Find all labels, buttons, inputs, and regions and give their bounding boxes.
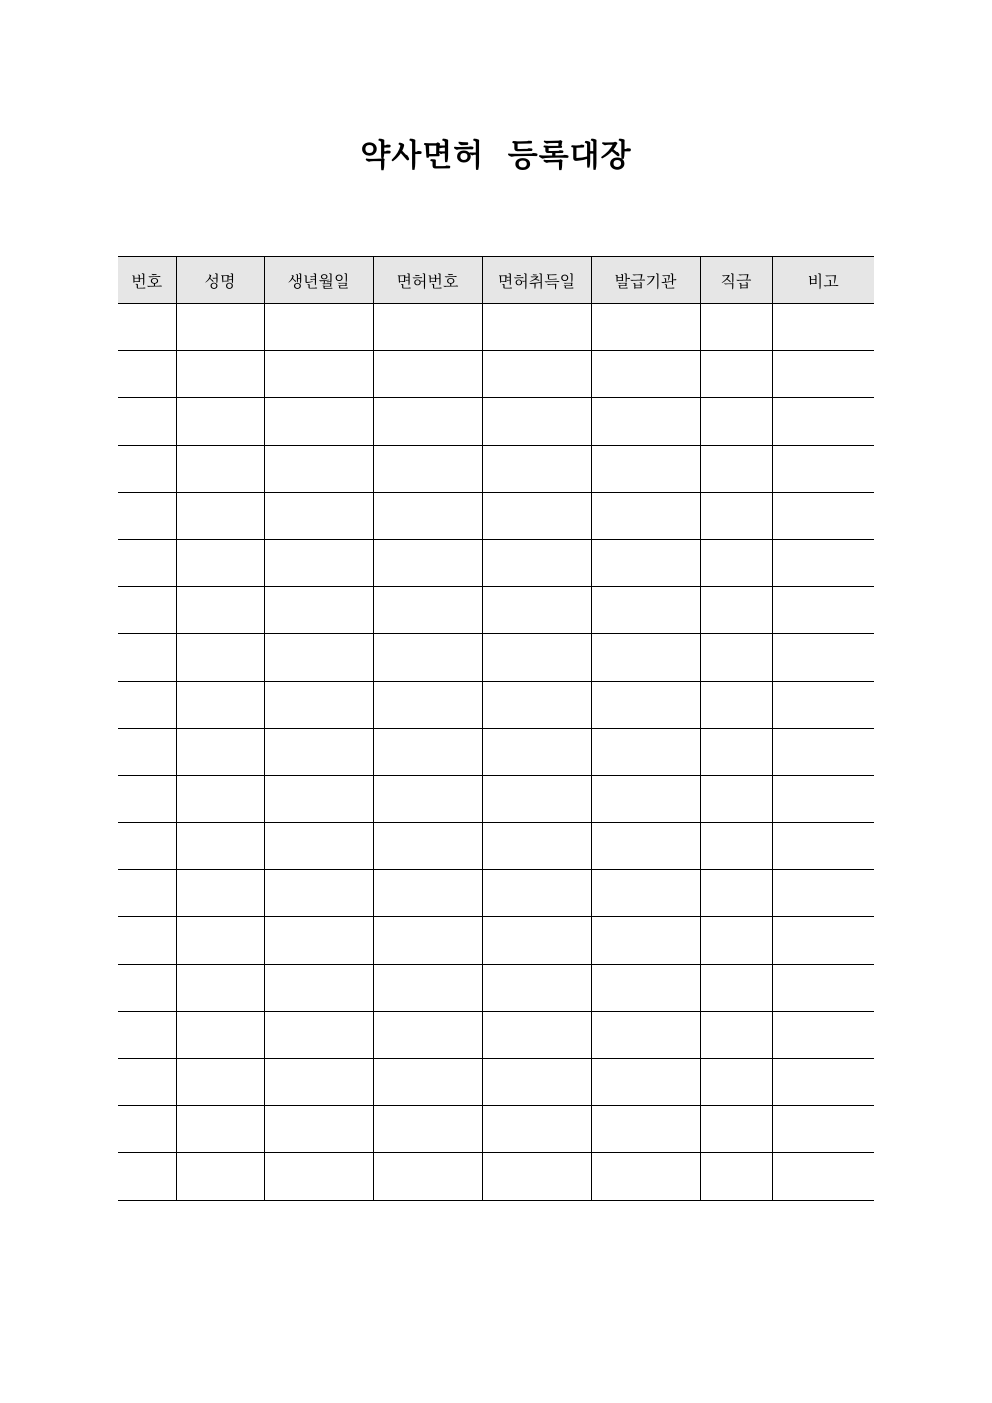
table-cell[interactable] <box>176 492 264 539</box>
table-cell[interactable] <box>176 728 264 775</box>
table-cell[interactable] <box>264 634 373 681</box>
table-cell[interactable] <box>118 823 176 870</box>
table-cell[interactable] <box>118 728 176 775</box>
table-cell[interactable] <box>176 1011 264 1058</box>
table-row <box>118 775 874 822</box>
table-row <box>118 964 874 1011</box>
table-cell[interactable] <box>176 398 264 445</box>
table-cell[interactable] <box>176 634 264 681</box>
table-row <box>118 1011 874 1058</box>
table-cell[interactable] <box>264 1106 373 1153</box>
table-cell[interactable] <box>591 304 700 351</box>
table-cell[interactable] <box>700 1011 772 1058</box>
table-row <box>118 398 874 445</box>
table-cell[interactable] <box>772 1106 874 1153</box>
table-cell[interactable] <box>700 681 772 728</box>
header-cell-remarks: 비고 <box>772 257 874 304</box>
table-cell[interactable] <box>772 398 874 445</box>
table-cell[interactable] <box>373 587 482 634</box>
table-cell[interactable] <box>176 351 264 398</box>
table-cell[interactable] <box>264 304 373 351</box>
table-cell[interactable] <box>700 492 772 539</box>
table-cell[interactable] <box>700 917 772 964</box>
table-cell[interactable] <box>482 1011 591 1058</box>
table-cell[interactable] <box>772 492 874 539</box>
table-cell[interactable] <box>176 587 264 634</box>
table-row <box>118 492 874 539</box>
table-cell[interactable] <box>700 870 772 917</box>
table-cell[interactable] <box>373 304 482 351</box>
table-cell[interactable] <box>772 539 874 586</box>
table-cell[interactable] <box>118 304 176 351</box>
table-cell[interactable] <box>264 917 373 964</box>
table-cell[interactable] <box>264 728 373 775</box>
table-cell[interactable] <box>700 445 772 492</box>
license-register-table <box>118 256 874 1201</box>
table-cell[interactable] <box>772 351 874 398</box>
table-cell[interactable] <box>118 964 176 1011</box>
table-cell[interactable] <box>264 681 373 728</box>
table-cell[interactable] <box>373 775 482 822</box>
table-cell[interactable] <box>482 823 591 870</box>
table-cell[interactable] <box>700 1153 772 1200</box>
table-cell[interactable] <box>373 1153 482 1200</box>
table-cell[interactable] <box>772 587 874 634</box>
table-cell[interactable] <box>482 1059 591 1106</box>
table-cell[interactable] <box>591 398 700 445</box>
table-cell[interactable] <box>373 1011 482 1058</box>
page-title: 약사면허 등록대장 <box>360 138 632 174</box>
table-cell[interactable] <box>482 634 591 681</box>
table-cell[interactable] <box>118 870 176 917</box>
table-cell[interactable] <box>118 775 176 822</box>
table-cell[interactable] <box>700 304 772 351</box>
table-cell[interactable] <box>482 351 591 398</box>
table-row <box>118 1059 874 1106</box>
table-cell[interactable] <box>591 870 700 917</box>
table-cell[interactable] <box>700 775 772 822</box>
table-cell[interactable] <box>176 539 264 586</box>
table-row <box>118 1106 874 1153</box>
table-cell[interactable] <box>482 775 591 822</box>
table-row <box>118 870 874 917</box>
table-cell[interactable] <box>700 587 772 634</box>
table-row <box>118 1153 874 1200</box>
table-cell[interactable] <box>118 587 176 634</box>
header-cell-birth-date: 생년월일 <box>264 257 373 304</box>
table-cell[interactable] <box>264 587 373 634</box>
table-cell[interactable] <box>176 1153 264 1200</box>
table-cell[interactable] <box>373 492 482 539</box>
header-cell-name: 성명 <box>176 257 264 304</box>
table-cell[interactable] <box>700 398 772 445</box>
table-cell[interactable] <box>264 398 373 445</box>
table-cell[interactable] <box>591 634 700 681</box>
table-cell[interactable] <box>118 351 176 398</box>
table-cell[interactable] <box>772 1059 874 1106</box>
table-cell[interactable] <box>772 634 874 681</box>
table-cell[interactable] <box>118 917 176 964</box>
table-cell[interactable] <box>700 351 772 398</box>
table-cell[interactable] <box>591 492 700 539</box>
table-cell[interactable] <box>264 964 373 1011</box>
table-cell[interactable] <box>772 304 874 351</box>
table-cell[interactable] <box>482 681 591 728</box>
header-cell-number: 번호 <box>118 257 176 304</box>
header-row <box>118 257 874 304</box>
table-cell[interactable] <box>700 823 772 870</box>
table-cell[interactable] <box>591 964 700 1011</box>
table-cell[interactable] <box>373 351 482 398</box>
table-cell[interactable] <box>264 823 373 870</box>
table-cell[interactable] <box>772 823 874 870</box>
table-cell[interactable] <box>591 917 700 964</box>
table-cell[interactable] <box>373 823 482 870</box>
table-cell[interactable] <box>264 1011 373 1058</box>
table-cell[interactable] <box>591 728 700 775</box>
table-cell[interactable] <box>482 445 591 492</box>
table-cell[interactable] <box>591 1011 700 1058</box>
table-cell[interactable] <box>482 964 591 1011</box>
table-cell[interactable] <box>482 539 591 586</box>
table-cell[interactable] <box>591 823 700 870</box>
table-cell[interactable] <box>373 870 482 917</box>
table-cell[interactable] <box>264 870 373 917</box>
table-cell[interactable] <box>118 634 176 681</box>
table-cell[interactable] <box>772 775 874 822</box>
table-cell[interactable] <box>176 304 264 351</box>
table-cell[interactable] <box>118 681 176 728</box>
table-cell[interactable] <box>772 917 874 964</box>
table-cell[interactable] <box>373 1106 482 1153</box>
table-row <box>118 539 874 586</box>
table-cell[interactable] <box>176 681 264 728</box>
table-cell[interactable] <box>264 351 373 398</box>
table-cell[interactable] <box>482 398 591 445</box>
table-cell[interactable] <box>772 1153 874 1200</box>
table-cell[interactable] <box>373 917 482 964</box>
table-cell[interactable] <box>264 539 373 586</box>
table-cell[interactable] <box>591 539 700 586</box>
table-cell[interactable] <box>176 823 264 870</box>
table-cell[interactable] <box>482 492 591 539</box>
table-row <box>118 351 874 398</box>
table-cell[interactable] <box>264 1059 373 1106</box>
table-row <box>118 728 874 775</box>
table-cell[interactable] <box>264 1153 373 1200</box>
table-cell[interactable] <box>772 445 874 492</box>
table-cell[interactable] <box>118 492 176 539</box>
table-cell[interactable] <box>373 964 482 1011</box>
table-cell[interactable] <box>700 539 772 586</box>
table-cell[interactable] <box>118 445 176 492</box>
table-cell[interactable] <box>373 728 482 775</box>
table-cell[interactable] <box>176 1059 264 1106</box>
header-cell-position: 직급 <box>700 257 772 304</box>
table-cell[interactable] <box>176 870 264 917</box>
table-cell[interactable] <box>591 1153 700 1200</box>
table-row <box>118 681 874 728</box>
table-cell[interactable] <box>118 539 176 586</box>
table-cell[interactable] <box>264 492 373 539</box>
table-cell[interactable] <box>700 634 772 681</box>
table-cell[interactable] <box>482 587 591 634</box>
table-cell[interactable] <box>591 1106 700 1153</box>
table-cell[interactable] <box>264 775 373 822</box>
table-row <box>118 304 874 351</box>
table-cell[interactable] <box>176 1106 264 1153</box>
table-cell[interactable] <box>772 964 874 1011</box>
table-cell[interactable] <box>772 728 874 775</box>
table-row <box>118 445 874 492</box>
table-cell[interactable] <box>373 634 482 681</box>
table-cell[interactable] <box>482 728 591 775</box>
table-cell[interactable] <box>700 1059 772 1106</box>
table-cell[interactable] <box>700 964 772 1011</box>
table-cell[interactable] <box>118 398 176 445</box>
table-cell[interactable] <box>118 1059 176 1106</box>
table-cell[interactable] <box>772 870 874 917</box>
table-cell[interactable] <box>118 1011 176 1058</box>
table-cell[interactable] <box>482 1106 591 1153</box>
table-cell[interactable] <box>373 539 482 586</box>
table-cell[interactable] <box>591 445 700 492</box>
table-cell[interactable] <box>373 445 482 492</box>
table-row <box>118 634 874 681</box>
table-cell[interactable] <box>591 775 700 822</box>
header-cell-license-date: 면허취득일 <box>482 257 591 304</box>
table-cell[interactable] <box>118 1106 176 1153</box>
table-row <box>118 587 874 634</box>
table-cell[interactable] <box>176 917 264 964</box>
header-cell-issuer: 발급기관 <box>591 257 700 304</box>
table-cell[interactable] <box>264 445 373 492</box>
table-cell[interactable] <box>700 1106 772 1153</box>
table-body <box>118 304 874 1201</box>
table-cell[interactable] <box>373 681 482 728</box>
table-cell[interactable] <box>176 964 264 1011</box>
table-row <box>118 917 874 964</box>
table-cell[interactable] <box>482 1153 591 1200</box>
table-cell[interactable] <box>591 1059 700 1106</box>
table-cell[interactable] <box>591 351 700 398</box>
table-cell[interactable] <box>373 398 482 445</box>
table-cell[interactable] <box>591 681 700 728</box>
header-cell-license-number: 면허번호 <box>373 257 482 304</box>
table-row <box>118 823 874 870</box>
table-cell[interactable] <box>176 775 264 822</box>
table-cell[interactable] <box>700 728 772 775</box>
table-cell[interactable] <box>482 917 591 964</box>
table-cell[interactable] <box>373 1059 482 1106</box>
table-cell[interactable] <box>118 1153 176 1200</box>
table-cell[interactable] <box>591 587 700 634</box>
table-cell[interactable] <box>482 870 591 917</box>
table-cell[interactable] <box>482 304 591 351</box>
table-cell[interactable] <box>176 445 264 492</box>
table-cell[interactable] <box>772 1011 874 1058</box>
table-cell[interactable] <box>772 681 874 728</box>
